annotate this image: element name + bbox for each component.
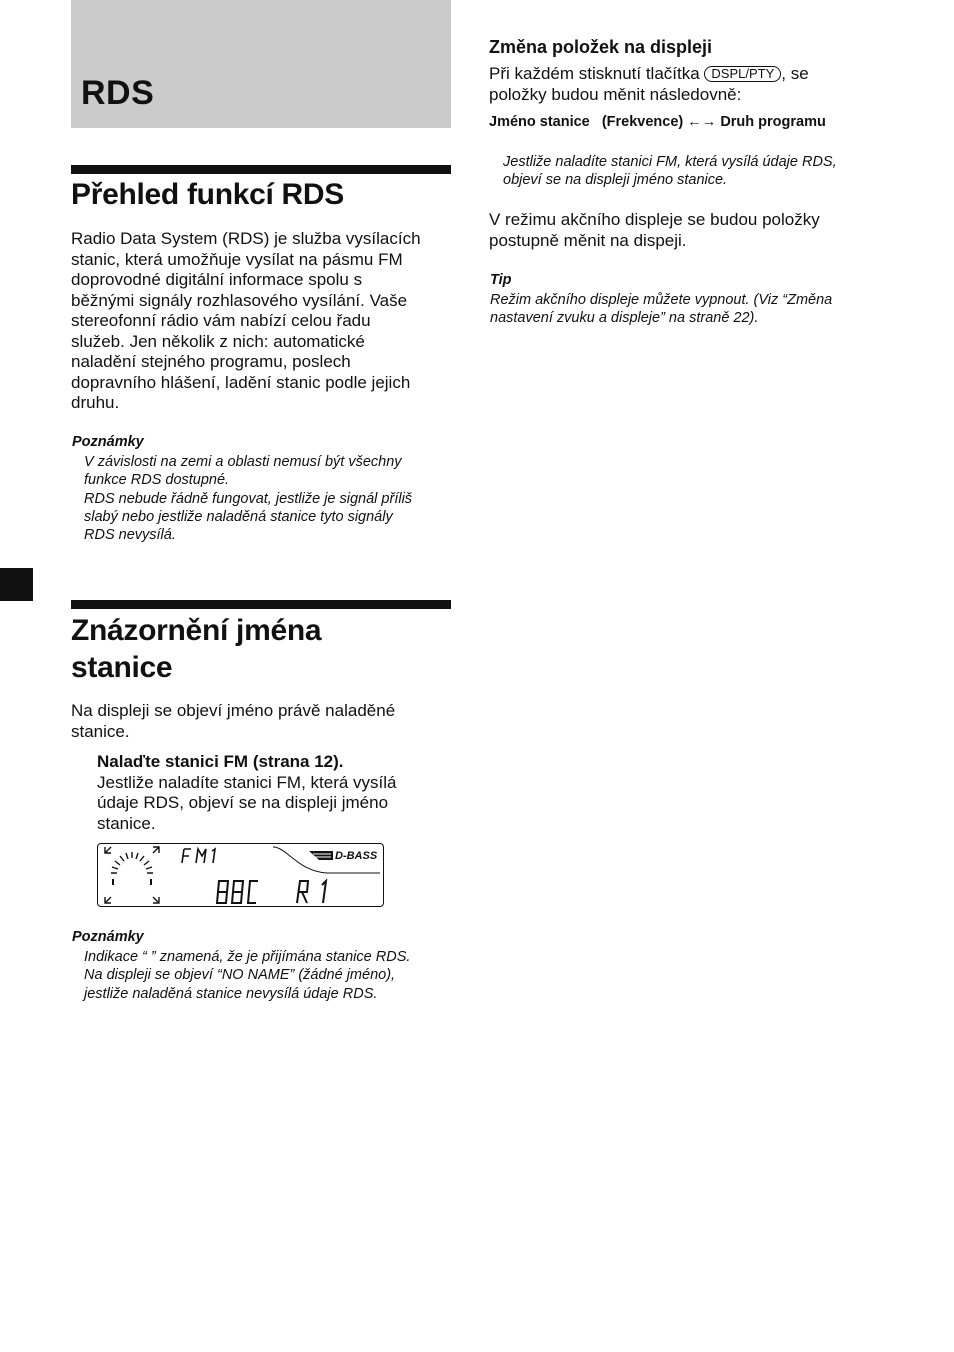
dbass-label: D-BASS xyxy=(334,849,377,862)
body-line: stanice. xyxy=(97,813,156,833)
note-line: nastavení zvuku a displeje” na straně 22). xyxy=(490,310,759,327)
note-line: jestliže naladěná stanice nevysílá údaje RDS. xyxy=(84,985,378,1002)
note-line: Režim akčního displeje můžete vypnout. (Viz “Změna xyxy=(490,292,833,308)
step-block xyxy=(97,752,457,834)
subsection-heading-display-items: Změna položek na displeji xyxy=(489,37,713,57)
notes-block xyxy=(84,453,454,544)
band-fm1-segments xyxy=(182,849,215,863)
note-line: Na displeji se objeví “NO NAME” (žádné jméno), xyxy=(84,967,396,984)
heading-line: stanice xyxy=(71,651,173,684)
tip-block xyxy=(490,291,910,328)
lcd-display-graphic xyxy=(97,843,384,907)
body-line: druhu. xyxy=(71,393,120,412)
section-intro xyxy=(71,701,451,742)
station-name-segments xyxy=(217,881,326,903)
note-line: RDS nebude řádně fungovat, jestliže je signál příliš xyxy=(84,490,413,507)
body-line xyxy=(489,64,909,85)
section-rule xyxy=(71,600,451,609)
note-line: Indikace “ ” znamená, že je přijímána stanice RDS. xyxy=(84,949,411,965)
body-line: Jestliže naladíte stanici FM, která vysílá xyxy=(97,772,397,792)
note-line: funkce RDS dostupné. xyxy=(84,472,230,489)
sequence-item: (Frekvence) xyxy=(601,114,684,130)
display-sequence xyxy=(489,114,826,130)
body-line: Radio Data System (RDS) je služba vysílacích xyxy=(71,229,421,248)
chapter-title: RDS xyxy=(81,74,155,112)
body-line: stanice. xyxy=(71,721,130,741)
note-line: Jestliže naladíte stanici FM, která vysílá údaje RDS, xyxy=(503,154,837,170)
body-line: údaje RDS, objeví se na displeji jméno xyxy=(97,793,389,812)
section-rule xyxy=(71,165,451,174)
sequence-item: Jméno stanice xyxy=(489,114,590,130)
body-line: naladění stejného programu, poslech xyxy=(71,352,351,371)
dspl-pty-button-label: DSPL/PTY xyxy=(704,66,781,82)
note-line: V závislosti na zemi a oblasti nemusí být všechny xyxy=(84,454,402,470)
section-body-rds-overview xyxy=(71,229,451,414)
body-line: dopravního hlášení, ladění stanic podle jejich xyxy=(71,372,411,392)
body-line: doprovodné digitální informace spolu s xyxy=(71,270,363,289)
sequence-item: Druh programu xyxy=(720,114,826,130)
note-line: RDS nevysílá. xyxy=(84,527,176,544)
note-line: slabý nebo jestliže naladěná stanice tyto signály xyxy=(84,508,393,525)
lcd-display-illustration xyxy=(97,843,384,907)
body-line: postupně měnit na dispeji. xyxy=(489,230,687,250)
tip-heading: Tip xyxy=(490,272,512,288)
notes-heading: Poznámky xyxy=(72,434,144,450)
body-line: stereofonní rádio vám nabízí celou řadu xyxy=(71,311,371,330)
action-display-paragraph xyxy=(489,210,909,251)
notes-block xyxy=(84,948,454,1003)
body-line: stanic, která umožňuje vysílat na pásmu FM xyxy=(71,249,403,269)
body-line: položky budou měnit následovně: xyxy=(489,84,742,104)
volume-arc-icon xyxy=(105,847,159,903)
chapter-side-tab xyxy=(0,568,33,601)
italic-note xyxy=(503,153,923,190)
body-line: Na displeji se objeví jméno právě naladěné xyxy=(71,701,396,720)
note-line: objeví se na displeji jméno stanice. xyxy=(503,172,728,189)
section-heading-rds-overview: Přehled funkcí RDS xyxy=(71,178,344,211)
section-heading-station-name xyxy=(71,612,321,686)
notes-heading: Poznámky xyxy=(72,929,144,945)
body-line: běžnými signály rozhlasového vysílání. Vaše xyxy=(71,290,408,310)
body-line: V režimu akčního displeje se budou položky xyxy=(489,210,820,229)
step-title: Nalaďte stanici FM (strana 12). xyxy=(97,752,344,771)
body-line: služeb. Jen několik z nich: automatické xyxy=(71,331,365,351)
display-items-intro xyxy=(489,64,909,105)
intro-text: , se xyxy=(781,64,809,83)
double-arrow-icon: ←→ xyxy=(687,114,717,130)
intro-text: Při každém stisknutí tlačítka xyxy=(489,64,700,83)
dbass-icon xyxy=(309,851,333,860)
heading-line: Znázornění jména xyxy=(71,614,322,647)
